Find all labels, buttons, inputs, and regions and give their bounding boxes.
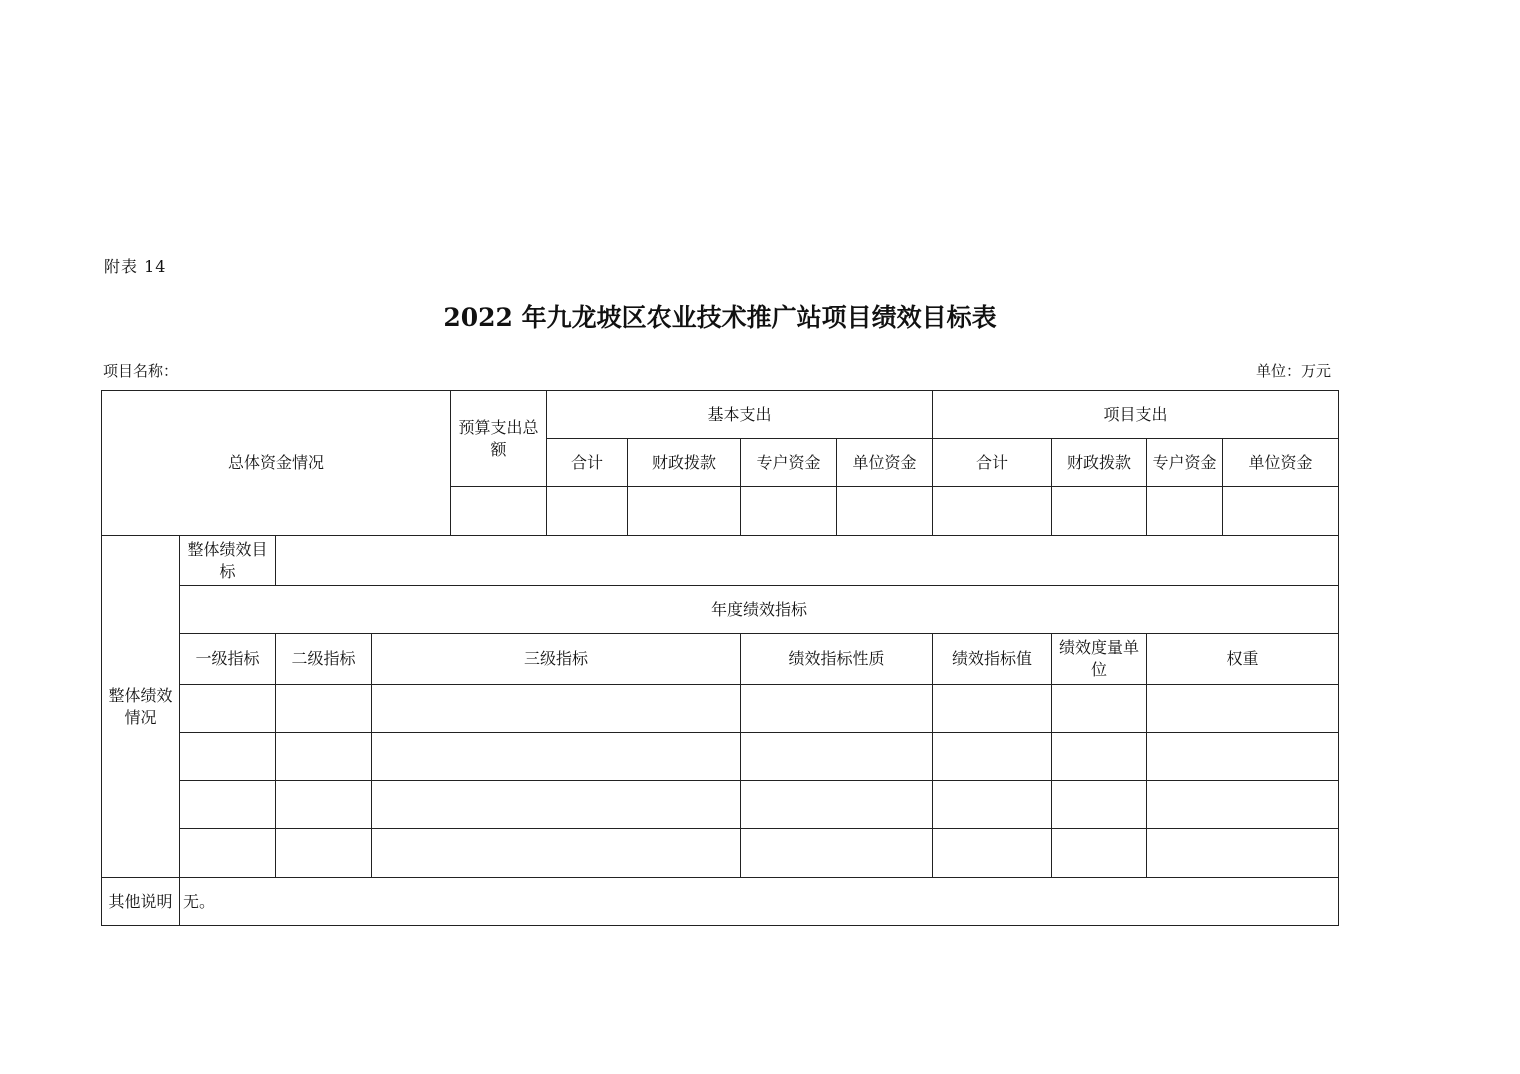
project-name-label: 项目名称： [103,362,179,380]
page-title: 2022 年九龙坡区农业技术推广站项目绩效目标表 [443,303,997,332]
table-row [102,685,1339,733]
project-fiscal-header: 财政拨款 [1052,439,1147,487]
unit-cell[interactable] [1052,829,1147,878]
basic-total-cell[interactable] [547,487,628,536]
basic-special-header: 专户资金 [741,439,837,487]
weight-cell[interactable] [1147,685,1339,733]
level1-cell[interactable] [180,781,276,829]
basic-unit-cell[interactable] [837,487,933,536]
overall-performance-label: 整体绩效情况 [102,536,180,878]
table-row [102,733,1339,781]
overall-goal-label: 整体绩效目标 [180,536,276,586]
project-unit-cell[interactable] [1223,487,1339,536]
weight-cell[interactable] [1147,781,1339,829]
project-total-cell[interactable] [933,487,1052,536]
value-cell[interactable] [933,733,1052,781]
basic-fiscal-header: 财政拨款 [628,439,741,487]
performance-target-table [101,390,1339,926]
level1-cell[interactable] [180,685,276,733]
level2-cell[interactable] [276,685,372,733]
overall-funds-label: 总体资金情况 [102,391,451,536]
basic-total-header: 合计 [547,439,628,487]
level1-cell[interactable] [180,829,276,878]
level1-cell[interactable] [180,733,276,781]
indicator-nature-header: 绩效指标性质 [741,634,933,685]
nature-cell[interactable] [741,829,933,878]
other-notes-value[interactable]: 无。 [180,878,1339,926]
table-row [102,829,1339,878]
weight-cell[interactable] [1147,733,1339,781]
project-special-header: 专户资金 [1147,439,1223,487]
unit-cell[interactable] [1052,733,1147,781]
level1-indicator-header: 一级指标 [180,634,276,685]
project-total-header: 合计 [933,439,1052,487]
budget-total-label: 预算支出总额 [451,391,547,487]
basic-fiscal-cell[interactable] [628,487,741,536]
overall-goal-cell[interactable] [276,536,1339,586]
project-fiscal-cell[interactable] [1052,487,1147,536]
nature-cell[interactable] [741,781,933,829]
level3-cell[interactable] [372,781,741,829]
level2-indicator-header: 二级指标 [276,634,372,685]
budget-total-cell[interactable] [451,487,547,536]
level3-cell[interactable] [372,685,741,733]
unit-cell[interactable] [1052,781,1147,829]
basic-special-cell[interactable] [741,487,837,536]
basic-expense-label: 基本支出 [547,391,933,439]
basic-unit-header: 单位资金 [837,439,933,487]
nature-cell[interactable] [741,685,933,733]
unit-label: 单位：万元 [1256,362,1332,380]
weight-header: 权重 [1147,634,1339,685]
level3-cell[interactable] [372,733,741,781]
table-row [102,781,1339,829]
project-unit-header: 单位资金 [1223,439,1339,487]
level3-cell[interactable] [372,829,741,878]
other-notes-label: 其他说明 [102,878,180,926]
indicator-value-header: 绩效指标值 [933,634,1052,685]
level2-cell[interactable] [276,733,372,781]
value-cell[interactable] [933,781,1052,829]
project-expense-label: 项目支出 [933,391,1339,439]
value-cell[interactable] [933,685,1052,733]
annex-label: 附表 14 [104,257,167,276]
level2-cell[interactable] [276,829,372,878]
weight-cell[interactable] [1147,829,1339,878]
value-cell[interactable] [933,829,1052,878]
annual-indicator-label: 年度绩效指标 [180,586,1339,634]
unit-cell[interactable] [1052,685,1147,733]
measure-unit-header: 绩效度量单位 [1052,634,1147,685]
level2-cell[interactable] [276,781,372,829]
project-special-cell[interactable] [1147,487,1223,536]
nature-cell[interactable] [741,733,933,781]
level3-indicator-header: 三级指标 [372,634,741,685]
